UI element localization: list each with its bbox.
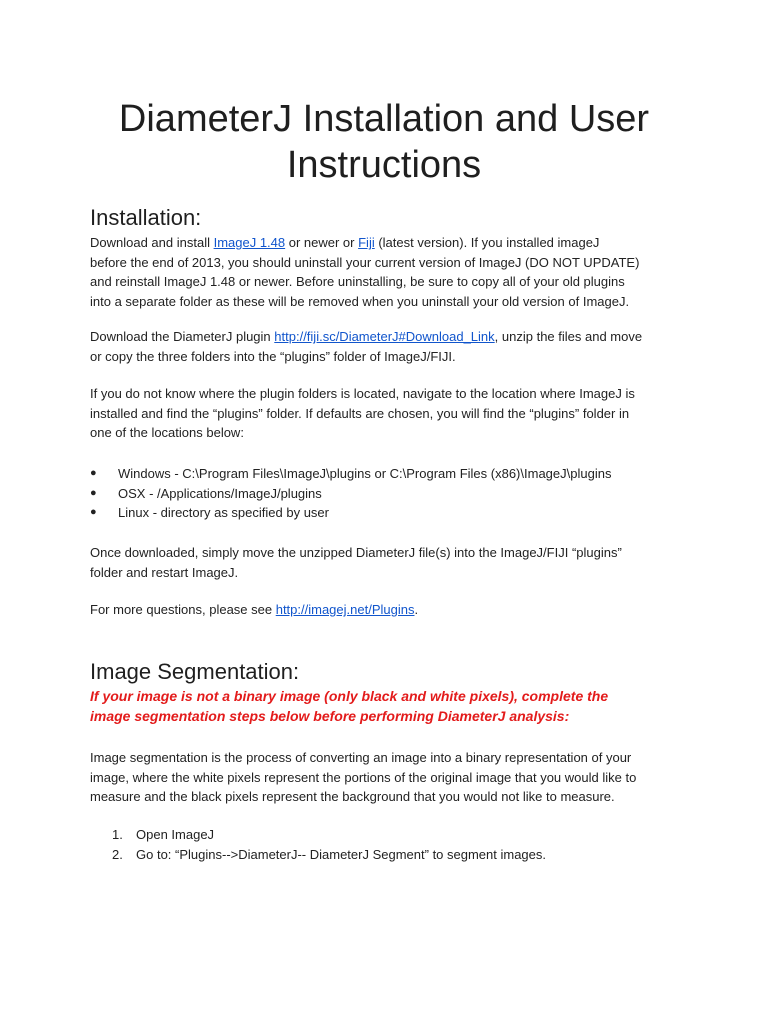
paragraph-line: or copy the three folders into the “plugins” folder of ImageJ/FIJI.: [90, 348, 456, 364]
paragraph-line: installed and find the “plugins” folder. If defaults are chosen, you will find the “plugins” folder in: [90, 405, 630, 421]
list-item: [112, 845, 672, 865]
segmentation-warning: [90, 686, 710, 726]
text-span: Download the DiameterJ plugin: [90, 329, 275, 344]
step-text: Open ImageJ: [136, 827, 215, 842]
installation-paragraph-1: [90, 233, 690, 311]
diameterj-download-link[interactable]: http://fiji.sc/DiameterJ#Download_Link: [274, 329, 495, 344]
warning-line: image segmentation steps below before performing DiameterJ analysis:: [90, 708, 570, 724]
text-span: .: [414, 602, 419, 617]
bullet-icon: ●: [90, 467, 97, 479]
bullet-icon: ●: [90, 506, 97, 518]
step-text: Go to: “Plugins-->DiameterJ-- DiameterJ Segment” to segment images.: [136, 846, 547, 862]
list-item: [90, 503, 710, 523]
installation-paragraph-2: [90, 327, 690, 366]
paragraph-line: Image segmentation is the process of converting an image into a binary representation of your: [90, 750, 632, 765]
text-span: (latest version). If you installed imageJ: [374, 235, 600, 250]
page-title: [0, 96, 768, 188]
step-number: 1.: [112, 827, 123, 842]
installation-paragraph-5: [90, 600, 690, 620]
segmentation-paragraph-1: [90, 748, 690, 807]
paragraph-line: Once downloaded, simply move the unzipped DiameterJ file(s) into the ImageJ/FIJI “plugins”: [90, 545, 622, 560]
segmentation-heading: Image Segmentation:: [90, 659, 300, 684]
paragraph-line: If you do not know where the plugin folders is located, navigate to the location where ImageJ is: [90, 386, 635, 401]
fiji-link[interactable]: Fiji: [358, 235, 375, 250]
text-span: or newer or: [285, 235, 359, 250]
plugin-locations-list: [90, 464, 710, 523]
bullet-icon: ●: [90, 486, 97, 499]
list-item: [90, 484, 710, 504]
list-item-text: OSX - /Applications/ImageJ/plugins: [118, 485, 322, 501]
paragraph-line: image, where the white pixels represent the portions of the original image that you would like to: [90, 769, 637, 785]
paragraph-line: [90, 600, 690, 620]
text-span: For more questions, please see: [90, 602, 276, 617]
list-item-text: Linux - directory as specified by user: [118, 505, 329, 520]
imagej-plugins-link[interactable]: http://imagej.net/Plugins: [275, 602, 415, 617]
page-title-line-1: DiameterJ Installation and User: [118, 98, 650, 140]
paragraph-line: [90, 233, 690, 253]
step-number: 2.: [112, 846, 123, 862]
list-item-text: Windows - C:\Program Files\ImageJ\plugins or C:\Program Files (x86)\ImageJ\plugins: [118, 466, 612, 481]
paragraph-line: before the end of 2013, you should uninstall your current version of ImageJ (DO NOT UPDATE): [90, 254, 640, 270]
imagej-link[interactable]: ImageJ 1.48: [213, 235, 286, 250]
paragraph-line: into a separate folder as these will be removed when you uninstall your old version of ImageJ.: [90, 293, 630, 309]
text-span: , unzip the files and move: [494, 329, 643, 344]
segmentation-steps-list: [112, 825, 672, 864]
paragraph-line: folder and restart ImageJ.: [90, 564, 239, 580]
list-item: [90, 464, 710, 484]
installation-paragraph-4: [90, 543, 690, 582]
paragraph-line: one of the locations below:: [90, 425, 244, 440]
warning-line: If your image is not a binary image (only black and white pixels), complete the: [90, 688, 609, 704]
paragraph-line: and reinstall ImageJ 1.48 or newer. Before uninstalling, be sure to copy all of your old plugins: [90, 274, 625, 289]
paragraph-line: [90, 327, 690, 347]
list-item: [112, 825, 672, 845]
page-title-line-2: Instructions: [286, 144, 482, 186]
installation-paragraph-3: [90, 384, 690, 443]
text-span: Download and install: [90, 235, 214, 250]
installation-heading: Installation:: [90, 205, 202, 230]
paragraph-line: measure and the black pixels represent the background that you would not like to measure.: [90, 789, 615, 804]
